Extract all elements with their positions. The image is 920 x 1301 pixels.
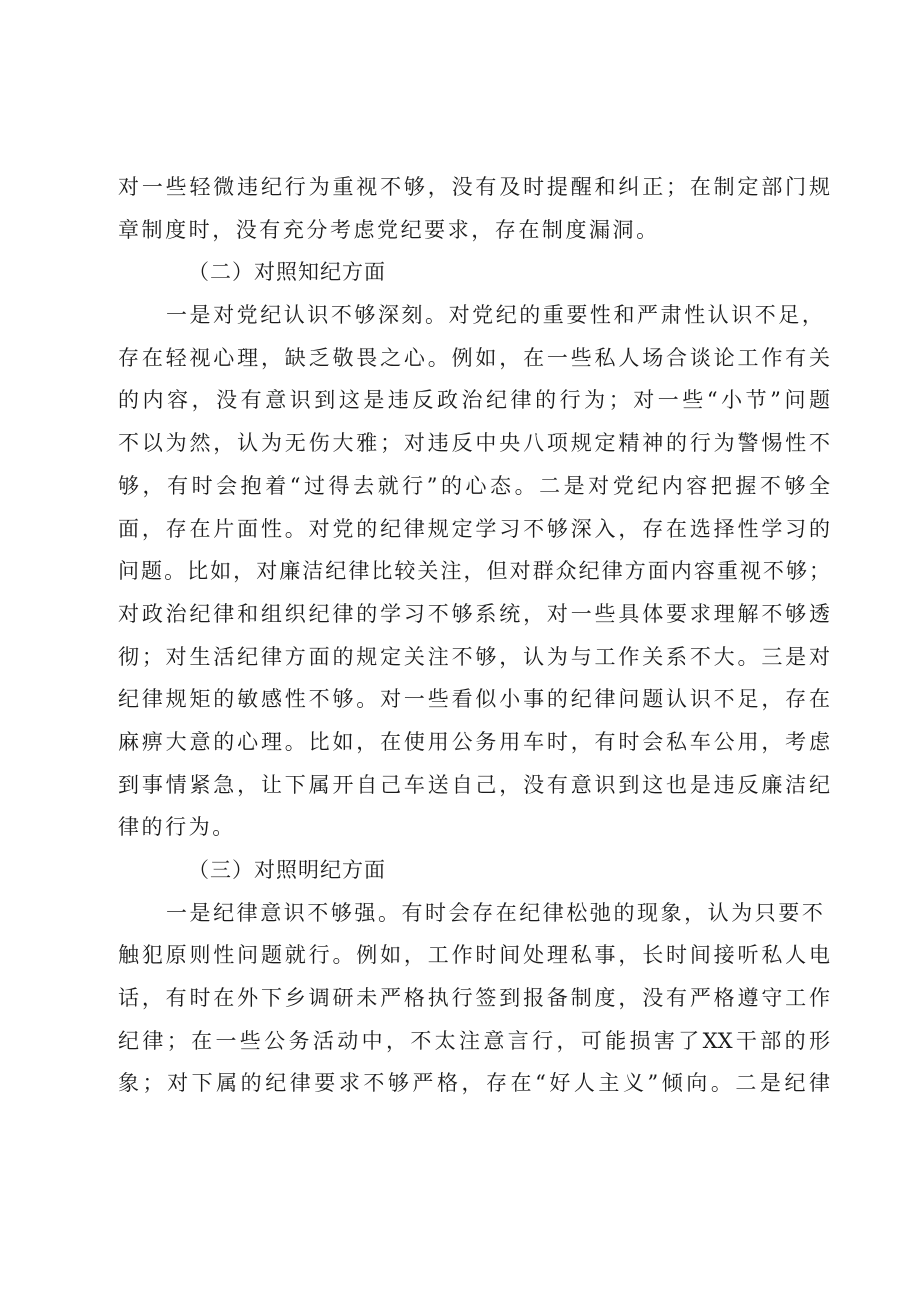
text-line: 对一些轻微违纪行为重视不够，没有及时提醒和纠正；在制定部门规: [118, 175, 830, 199]
text-line: 对政治纪律和组织纪律的学习不够系统，对一些具体要求理解不够透: [118, 601, 830, 626]
section-heading: （二）对照知纪方面: [188, 260, 386, 285]
text-line: 一是对党纪认识不够深刻。对党纪的重要性和严肃性认识不足，: [166, 303, 826, 328]
text-line: 话，有时在外下乡调研未严格执行签到报备制度，没有严格遵守工作: [118, 986, 830, 1011]
text-line: 一是纪律意识不够强。有时会存在纪律松弛的现象，认为只要不: [166, 900, 826, 925]
text-line: 够，有时会抱着“过得去就行”的心态。二是对党纪内容把握不够全: [118, 473, 830, 498]
text-line: 纪律规矩的敏感性不够。对一些看似小事的纪律问题认识不足，存在: [118, 687, 830, 712]
text-line: 章制度时，没有充分考虑党纪要求，存在制度漏洞。: [118, 217, 660, 242]
text-line: 到事情紧急，让下属开自己车送自己，没有意识到这也是违反廉洁纪: [118, 772, 830, 797]
text-line: 存在轻视心理，缺乏敬畏之心。例如，在一些私人场合谈论工作有关: [118, 345, 830, 370]
text-line: 的内容，没有意识到这是违反政治纪律的行为；对一些“小节”问题: [118, 388, 830, 413]
text-line: 彻；对生活纪律方面的规定关注不够，认为与工作关系不大。三是对: [118, 644, 830, 669]
text-line: 律的行为。: [118, 815, 236, 840]
text-line: 不以为然，认为无伤大雅；对违反中央八项规定精神的行为警惕性不: [118, 431, 830, 456]
text-line: 纪律；在一些公务活动中，不太注意言行，可能损害了XX干部的形: [118, 1028, 830, 1053]
text-line: 触犯原则性问题就行。例如，工作时间处理私事，长时间接听私人电: [118, 943, 830, 968]
document-body: [118, 166, 830, 1105]
section-heading: （三）对照明纪方面: [188, 858, 386, 882]
text-line: 麻痹大意的心理。比如，在使用公务用车时，有时会私车公用，考虑: [118, 729, 830, 754]
text-line: 面，存在片面性。对党的纪律规定学习不够深入，存在选择性学习的: [118, 516, 830, 541]
text-line: 象；对下属的纪律要求不够严格，存在“好人主义”倾向。二是纪律: [118, 1071, 830, 1096]
text-line: 问题。比如，对廉洁纪律比较关注，但对群众纪律方面内容重视不够；: [118, 559, 830, 584]
